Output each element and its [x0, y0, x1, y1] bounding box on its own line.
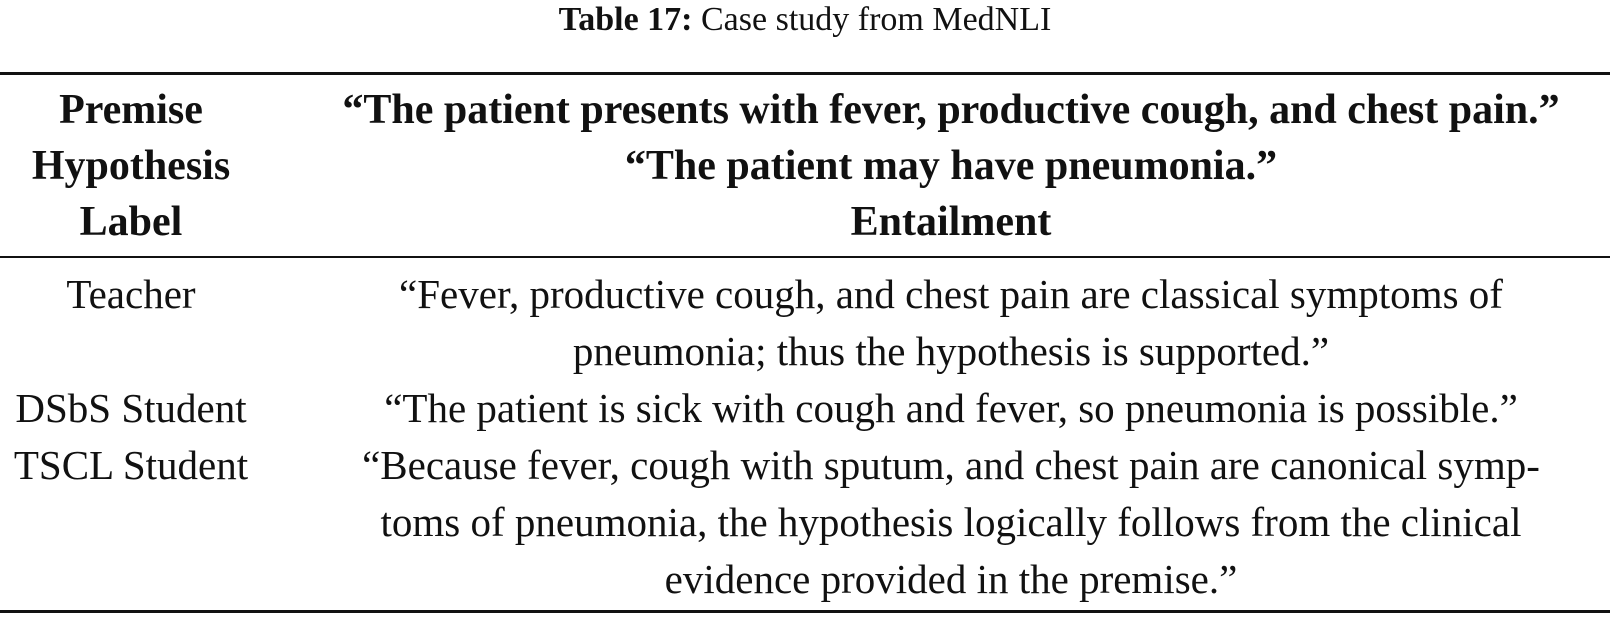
row-text-line: “Fever, productive cough, and chest pain are classical symptoms of [399, 271, 1503, 317]
table-caption-label: Table 17: [558, 1, 693, 38]
table-bottom-rule [0, 610, 1610, 613]
row-name-teacher: Teacher [66, 271, 196, 317]
row-name-tscl-student: TSCL Student [13, 442, 249, 488]
header-label-value: Entailment [850, 199, 1052, 245]
row-text-line: “Because fever, cough with sputum, and chest pain are canonical symp- [362, 442, 1540, 488]
row-text-line: “The patient is sick with cough and fever, so pneumonia is possible.” [384, 385, 1518, 431]
row-text-line: evidence provided in the premise.” [664, 556, 1238, 602]
row-name-dsbs-student: DSbS Student [15, 385, 247, 431]
table-top-rule [0, 72, 1610, 75]
header-hypothesis-text: “The patient may have pneumonia.” [624, 143, 1278, 189]
header-label-label: Label [79, 199, 183, 245]
header-hypothesis-label: Hypothesis [31, 143, 231, 189]
table-caption-text: Case study from MedNLI [701, 1, 1052, 38]
header-premise-label: Premise [59, 87, 203, 133]
table-caption [0, 0, 1610, 44]
header-premise-text: “The patient presents with fever, productive cough, and chest pain.” [342, 87, 1560, 133]
table-mid-rule [0, 256, 1610, 258]
row-text-line: toms of pneumonia, the hypothesis logically follows from the clinical [380, 499, 1522, 545]
row-text-line: pneumonia; thus the hypothesis is supported.” [572, 328, 1330, 374]
